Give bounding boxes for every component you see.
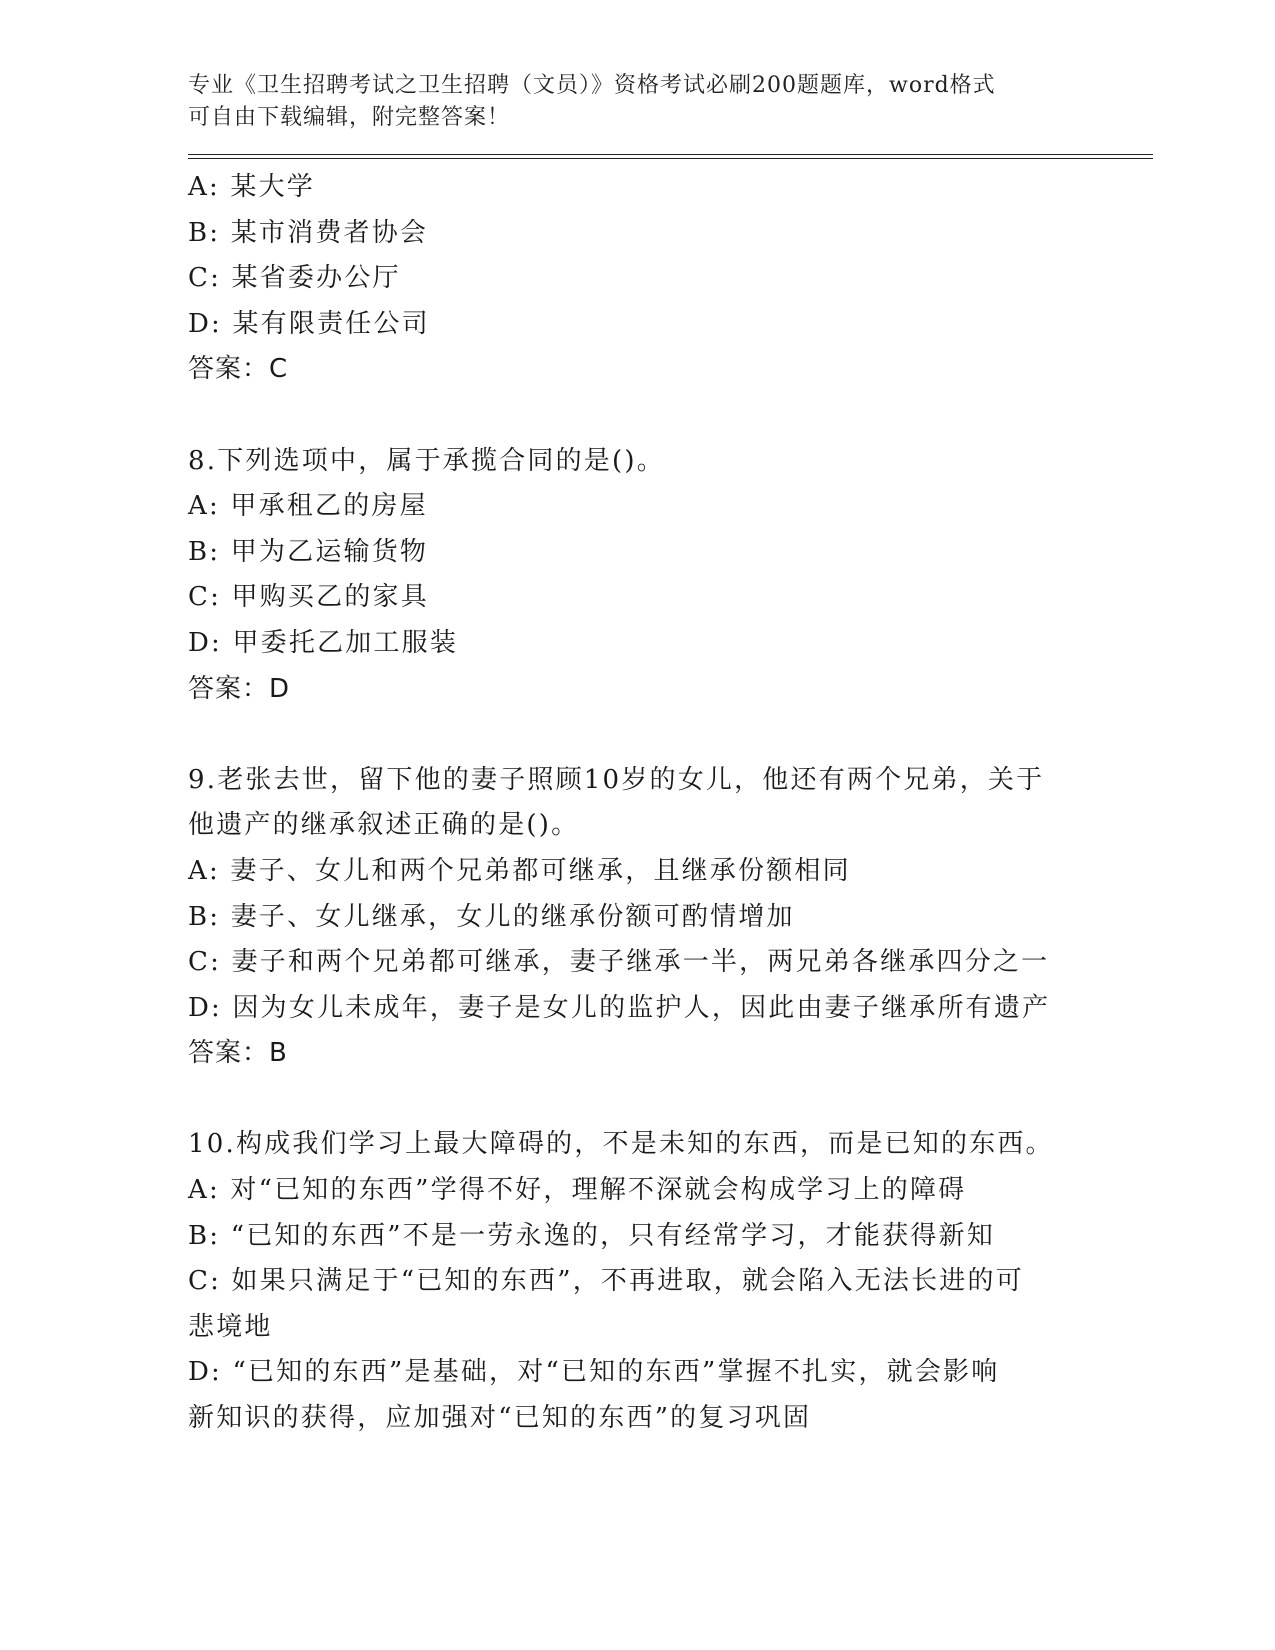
option-b: B: 某市消费者协会 — [188, 217, 429, 248]
option-b: B: 妻子、女儿继承，女儿的继承份额可酌情增加 — [188, 901, 795, 932]
spacer — [188, 1077, 1068, 1123]
question-stem: 10.构成我们学习上最大障碍的，不是未知的东西，而是已知的东西。 — [188, 1129, 1054, 1160]
option-a: A: 某大学 — [188, 172, 316, 202]
answer-label: 答案：C — [188, 354, 289, 385]
option-c: C: 妻子和两个兄弟都可继承，妻子继承一半，两兄弟各继承四分之一 — [188, 947, 1050, 978]
document-header — [188, 70, 1068, 134]
option-c: C: 甲购买乙的家具 — [188, 582, 429, 613]
answer-label: 答案：D — [188, 673, 291, 704]
question-stem-line-1: 9.老张去世，留下他的妻子照顾10岁的女儿，他还有两个兄弟，关于 — [188, 764, 1045, 795]
option-c: C: 某省委办公厅 — [188, 263, 401, 294]
option-d: D: 因为女儿未成年，妻子是女儿的监护人，因此由妻子继承所有遗产 — [188, 992, 1051, 1023]
spacer — [188, 712, 1068, 758]
question-7 — [188, 165, 1068, 393]
header-line-2: 可自由下载编辑，附完整答案！ — [188, 105, 511, 130]
answer-label: 答案：B — [188, 1038, 288, 1069]
question-stem: 8.下列选项中，属于承揽合同的是()。 — [188, 445, 665, 476]
option-d: D: 甲委托乙加工服装 — [188, 627, 459, 658]
option-d-line-2: 新知识的获得，应加强对“已知的东西”的复习巩固 — [188, 1403, 812, 1434]
header-line-1: 专业《卫生招聘考试之卫生招聘（文员）》资格考试必刷200题题库，word格式 — [188, 73, 996, 98]
option-d-line-1: D: “已知的东西”是基础，对“已知的东西”掌握不扎实，就会影响 — [188, 1357, 1000, 1388]
option-b: B: “已知的东西”不是一劳永逸的，只有经常学习，才能获得新知 — [188, 1220, 995, 1251]
question-stem-line-2: 他遗产的继承叙述正确的是()。 — [188, 810, 580, 841]
option-d: D: 某有限责任公司 — [188, 308, 430, 339]
question-8 — [188, 439, 1068, 713]
spacer — [188, 393, 1068, 439]
header-divider — [188, 154, 1153, 159]
option-c-line-1: C: 如果只满足于“已知的东西”，不再进取，就会陷入无法长进的可 — [188, 1266, 1024, 1297]
option-a: A: 对“已知的东西”学得不好，理解不深就会构成学习上的障碍 — [188, 1175, 967, 1206]
option-c-line-2: 悲境地 — [188, 1311, 273, 1342]
question-9 — [188, 758, 1068, 1077]
option-a: A: 妻子、女儿和两个兄弟都可继承，且继承份额相同 — [188, 855, 851, 886]
question-list — [188, 165, 1068, 1442]
document-page — [188, 70, 1068, 1442]
question-10 — [188, 1122, 1068, 1441]
option-a: A: 甲承租乙的房屋 — [188, 491, 428, 522]
option-b: B: 甲为乙运输货物 — [188, 536, 429, 567]
